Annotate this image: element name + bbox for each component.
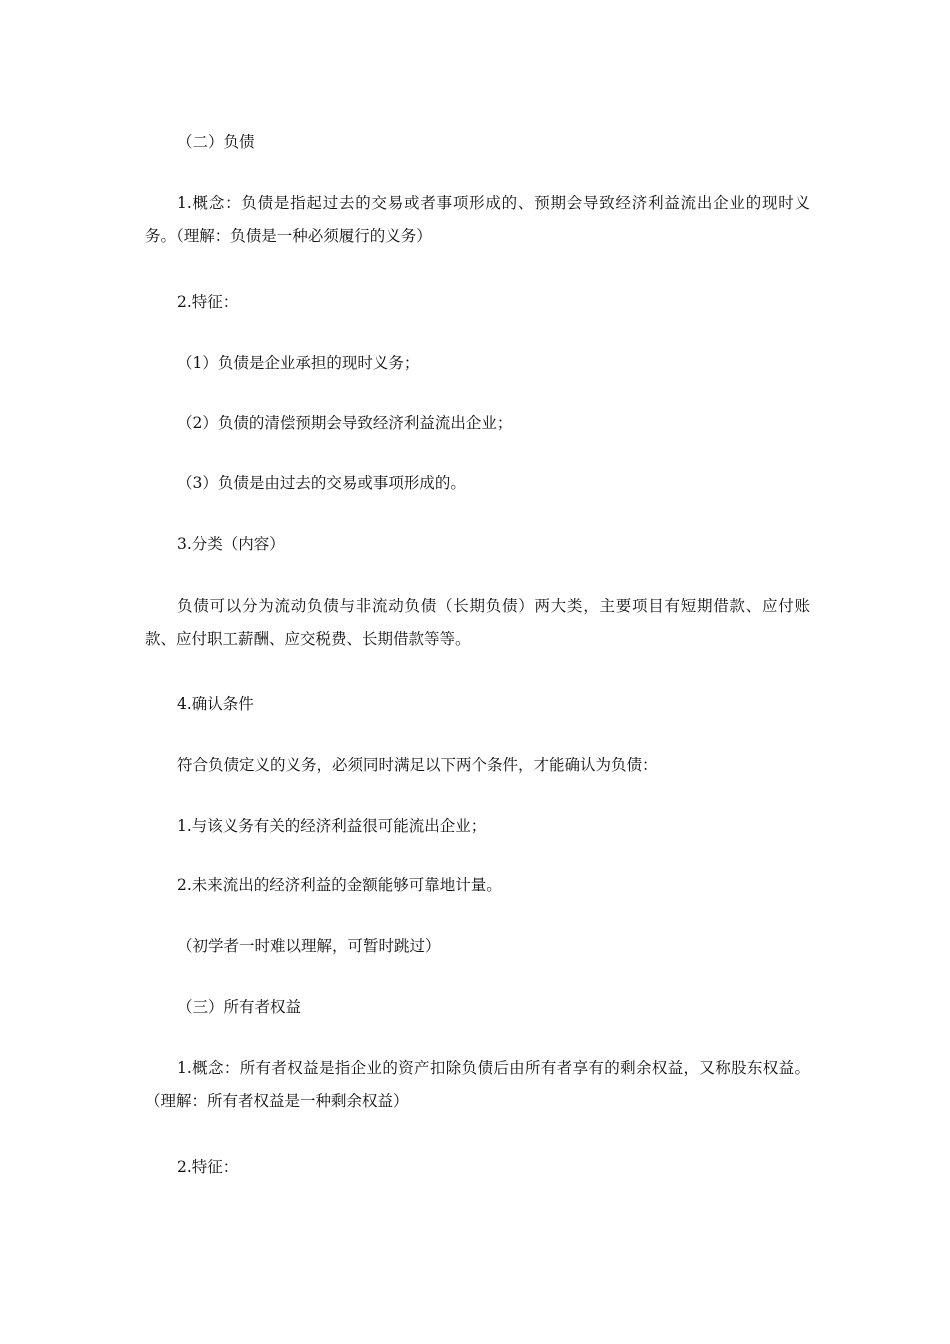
liability-concept-paragraph: 1.概念：负债是指起过去的交易或者事项形成的、预期会导致经济利益流出企业的现时义务。（理解：负债是一种必须履行的义务） <box>145 194 810 245</box>
beginner-note: （初学者一时难以理解，可暂时跳过） <box>177 937 441 955</box>
liability-classification-heading: 3.分类（内容） <box>177 535 285 553</box>
section-heading-liabilities: （二）负债 <box>177 133 255 151</box>
liability-classification-paragraph: 负债可以分为流动负债与非流动负债（长期负债）两大类，主要项目有短期借款、应付账款、应付职工薪酬、应交税费、长期借款等等。 <box>145 597 810 648</box>
equity-concept-paragraph: 1.概念：所有者权益是指企业的资产扣除负债后由所有者享有的剩余权益，又称股东权益。（理解：所有者权益是一种剩余权益） <box>145 1059 810 1110</box>
recognition-condition-1: 1.与该义务有关的经济利益很可能流出企业； <box>177 817 487 835</box>
recognition-intro-paragraph: 符合负债定义的义务，必须同时满足以下两个条件，才能确认为负债： <box>177 756 658 774</box>
equity-characteristics-heading: 2.特征： <box>177 1158 239 1176</box>
liability-characteristics-heading: 2.特征： <box>177 293 239 311</box>
liability-characteristic-3: （3）负债是由过去的交易或事项形成的。 <box>177 474 466 492</box>
liability-characteristic-2: （2）负债的清偿预期会导致经济利益流出企业； <box>177 414 513 432</box>
liability-characteristic-1: （1）负债是企业承担的现时义务； <box>177 354 420 372</box>
recognition-condition-2: 2.未来流出的经济利益的金额能够可靠地计量。 <box>177 876 502 894</box>
recognition-conditions-heading: 4.确认条件 <box>177 695 254 713</box>
section-heading-owners-equity: （三）所有者权益 <box>177 998 302 1016</box>
